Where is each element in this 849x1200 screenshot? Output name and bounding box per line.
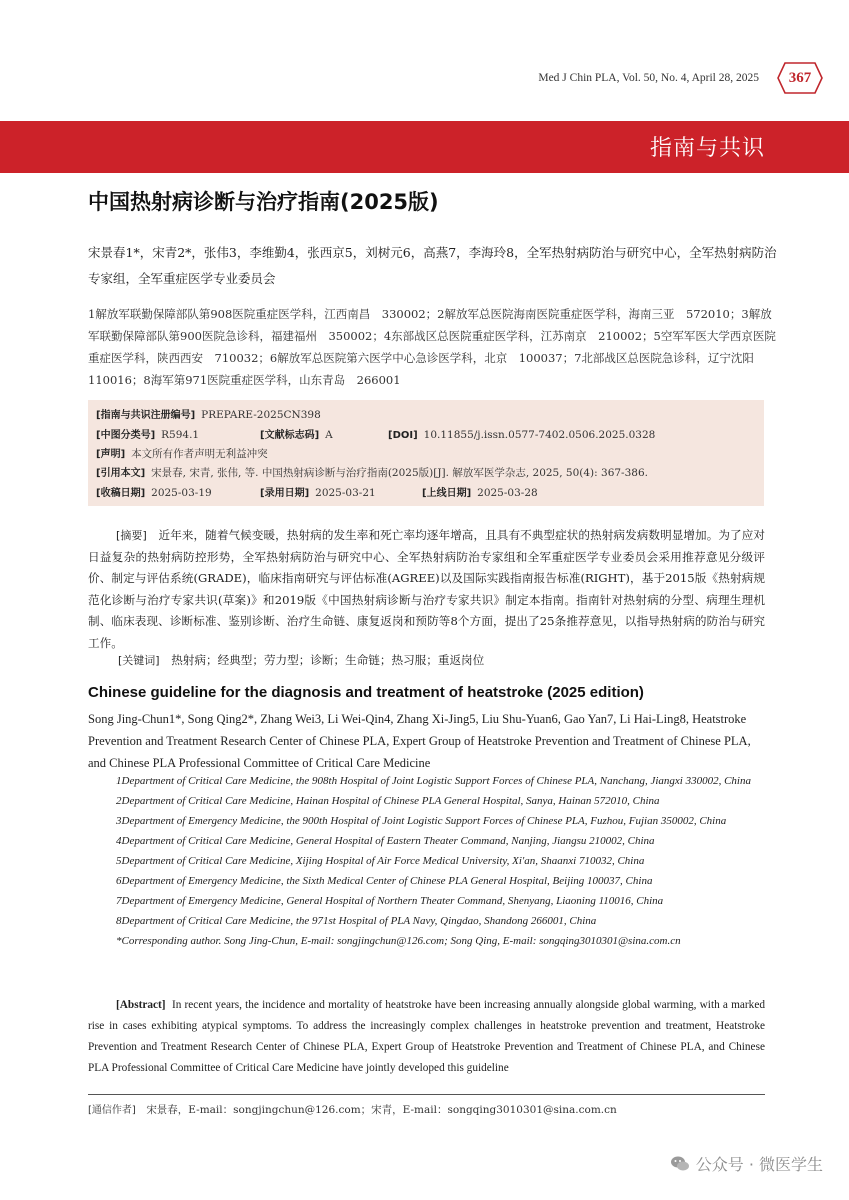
doi-link[interactable]: 10.11855/j.issn.0577-7402.0506.2025.0328 xyxy=(423,429,656,441)
english-title: Chinese guideline for the diagnosis and treatment of heatstroke (2025 edition) xyxy=(88,684,644,701)
citation-row xyxy=(96,464,648,482)
declaration-value: 本文所有作者声明无利益冲突 xyxy=(131,448,268,460)
registration-row xyxy=(96,406,321,424)
accepted-value: 2025-03-21 xyxy=(315,487,376,499)
online-row xyxy=(422,484,538,502)
english-affiliation: 6Department of Emergency Medicine, the Sixth Medical Center of Chinese PLA General Hospital, Beijing 100037, China xyxy=(116,875,653,887)
watermark-text: 公众号 · 微医学生 xyxy=(695,1155,823,1174)
registration-label: [指南与共识注册编号] xyxy=(96,410,196,421)
accepted-label: [录用日期] xyxy=(260,488,310,499)
keywords-label: [关键词] xyxy=(118,654,160,667)
keywords-cn xyxy=(118,652,484,668)
english-affiliation: 3Department of Emergency Medicine, the 900th Hospital of Joint Logistic Support Forces of Chinese PLA, Fuzhou, Fujian 350002, China xyxy=(116,815,727,827)
affiliations-cn: 1解放军联勤保障部队第908医院重症医学科，江西南昌 330002；2解放军总医院海南医院重症医学科，海南三亚 572010；3解放军联勤保障部队第900医院急诊科，福建福州 350002；4东部战区总医院重症医学科，江苏南京 210002；5空军军医大学西京医院重症医学科，陕西西安 710032；6解放军总医院第六医学中心急诊医学科，北京 100037；7北部战区总医院急诊科，辽宁沈阳 110016；8海军第971医院重症医学科，山东青岛 266001 xyxy=(88,307,776,387)
doi-row xyxy=(388,426,655,444)
doc-code-row xyxy=(260,426,333,444)
authors-cn: 宋景春1*，宋青2*，张伟3，李维勤4，张西京5，刘树元6，高燕7，李海玲8，全军热射病防治与研究中心，全军热射病防治专家组，全军重症医学专业委员会 xyxy=(88,245,777,286)
journal-citation: Med J Chin PLA, Vol. 50, No. 4, April 28, 2025 xyxy=(538,72,759,84)
doc-code-value: A xyxy=(325,429,333,441)
page-number-badge xyxy=(777,62,823,94)
english-abstract xyxy=(88,995,765,1079)
doi-label: [DOI] xyxy=(388,430,418,441)
article-title: 中国热射病诊断与治疗指南(2025版) xyxy=(88,190,439,214)
english-abstract-label: [Abstract] xyxy=(116,999,166,1011)
received-value: 2025-03-19 xyxy=(151,487,212,499)
section-banner xyxy=(0,121,849,173)
classification-row xyxy=(96,426,199,444)
online-label: [上线日期] xyxy=(422,488,472,499)
english-affiliation: 8Department of Critical Care Medicine, the 971st Hospital of PLA Navy, Qingdao, Shandong 266001, China xyxy=(116,915,597,927)
received-label: [收稿日期] xyxy=(96,488,146,499)
doc-code-label: [文献标志码] xyxy=(260,430,320,441)
english-affiliation: 5Department of Critical Care Medicine, Xijing Hospital of Air Force Medical University, Xi'an, Shaanxi 710032, China xyxy=(116,855,645,867)
correspondence-label: [通信作者] xyxy=(88,1105,136,1116)
correspondence xyxy=(88,1101,617,1117)
abstract-cn xyxy=(88,525,765,654)
abstract-cn-label: [摘要] xyxy=(116,529,147,542)
citation-value: 宋景春, 宋青, 张伟, 等. 中国热射病诊断与治疗指南(2025版)[J]. 解放军医学杂志, 2025, 50(4): 367-386. xyxy=(151,467,648,479)
online-value: 2025-03-28 xyxy=(477,487,538,499)
corresponding-author-note: *Corresponding author. Song Jing-Chun, E-mail: songjingchun@126.com; Song Qing, E-mail: songqing3010301@sina.com.cn xyxy=(116,935,681,947)
classification-value: R594.1 xyxy=(161,429,200,441)
accepted-row xyxy=(260,484,376,502)
page-header xyxy=(0,62,849,96)
classification-label: [中图分类号] xyxy=(96,430,156,441)
english-affiliation: 4Department of Critical Care Medicine, General Hospital of Eastern Theater Command, Nanjing, Jiangsu 210002, China xyxy=(116,835,655,847)
registration-value: PREPARE-2025CN398 xyxy=(201,409,321,421)
page-number: 367 xyxy=(788,70,812,86)
section-label: 指南与共识 xyxy=(649,136,765,161)
article-info-box xyxy=(88,400,764,506)
abstract-cn-text: 近年来，随着气候变暖，热射病的发生率和死亡率均逐年增高，且具有不典型症状的热射病发病数明显增加。为了应对日益复杂的热射病防控形势，全军热射病防治与研究中心、全军热射病防治专家组和全军重症医学专业委员会采用推荐意见分级评价、制定与评估系统(GRADE)，临床指南研究与评估标准(AGREE)以及国际实践指南报告标准(RIGHT)，基于2015版《热射病规范化诊断与治疗专家共识(草案)》和2019版《中国热射病诊断与治疗专家共识》制定本指南。指南针对热射病的分型、病理生理机制、临床表现、诊断标准、鉴别诊断、治疗生命链、康复返岗和预防等8个方面，提出了25条推荐意见，以指导热射病的防治与研究工作。 xyxy=(88,528,765,650)
wechat-icon xyxy=(670,1154,690,1174)
citation-label: [引用本文] xyxy=(96,468,146,479)
received-row xyxy=(96,484,212,502)
english-affiliation: 7Department of Emergency Medicine, General Hospital of Northern Theater Command, Shenyang, Liaoning 110016, China xyxy=(116,895,664,907)
correspondence-text: 宋景春，E-mail：songjingchun@126.com；宋青，E-mail：songqing3010301@sina.com.cn xyxy=(146,1104,617,1116)
footer-divider xyxy=(88,1094,765,1095)
keywords-value: 热射病；经典型；劳力型；诊断；生命链；热习服；重返岗位 xyxy=(171,653,485,667)
english-affiliation: 2Department of Critical Care Medicine, Hainan Hospital of Chinese PLA General Hospital, Sanya, Hainan 572010, China xyxy=(116,795,660,807)
english-affiliation: 1Department of Critical Care Medicine, the 908th Hospital of Joint Logistic Support Forces of Chinese PLA, Nanchang, Jiangxi 330002, China xyxy=(116,775,751,787)
english-authors: Song Jing-Chun1*, Song Qing2*, Zhang Wei3, Li Wei-Qin4, Zhang Xi-Jing5, Liu Shu-Yuan6, Gao Yan7, Li Hai-Ling8, Heatstroke Prevention and Treatment Research Center of Chinese PLA, Expert Group of Heatstroke Prevention and Treatment of Chinese PLA, and Chinese PLA Professional Committee of Critical Care Medicine xyxy=(88,712,751,770)
english-affiliations xyxy=(88,771,768,951)
watermark xyxy=(670,1152,823,1175)
english-abstract-text: In recent years, the incidence and mortality of heatstroke have been increasing annually alongside global warming, with a marked rise in cases exhibiting atypical symptoms. To address the increasingly complex challenges in heatstroke prevention and treatment, Heatstroke Prevention and Treatment Research Center of Chinese PLA, Expert Group of Heatstroke Prevention and Treatment of Chinese PLA, and Chinese PLA Professional Committee of Critical Care Medicine have jointly developed this guideline xyxy=(88,999,765,1074)
declaration-row xyxy=(96,445,268,463)
declaration-label: [声明] xyxy=(96,449,126,460)
